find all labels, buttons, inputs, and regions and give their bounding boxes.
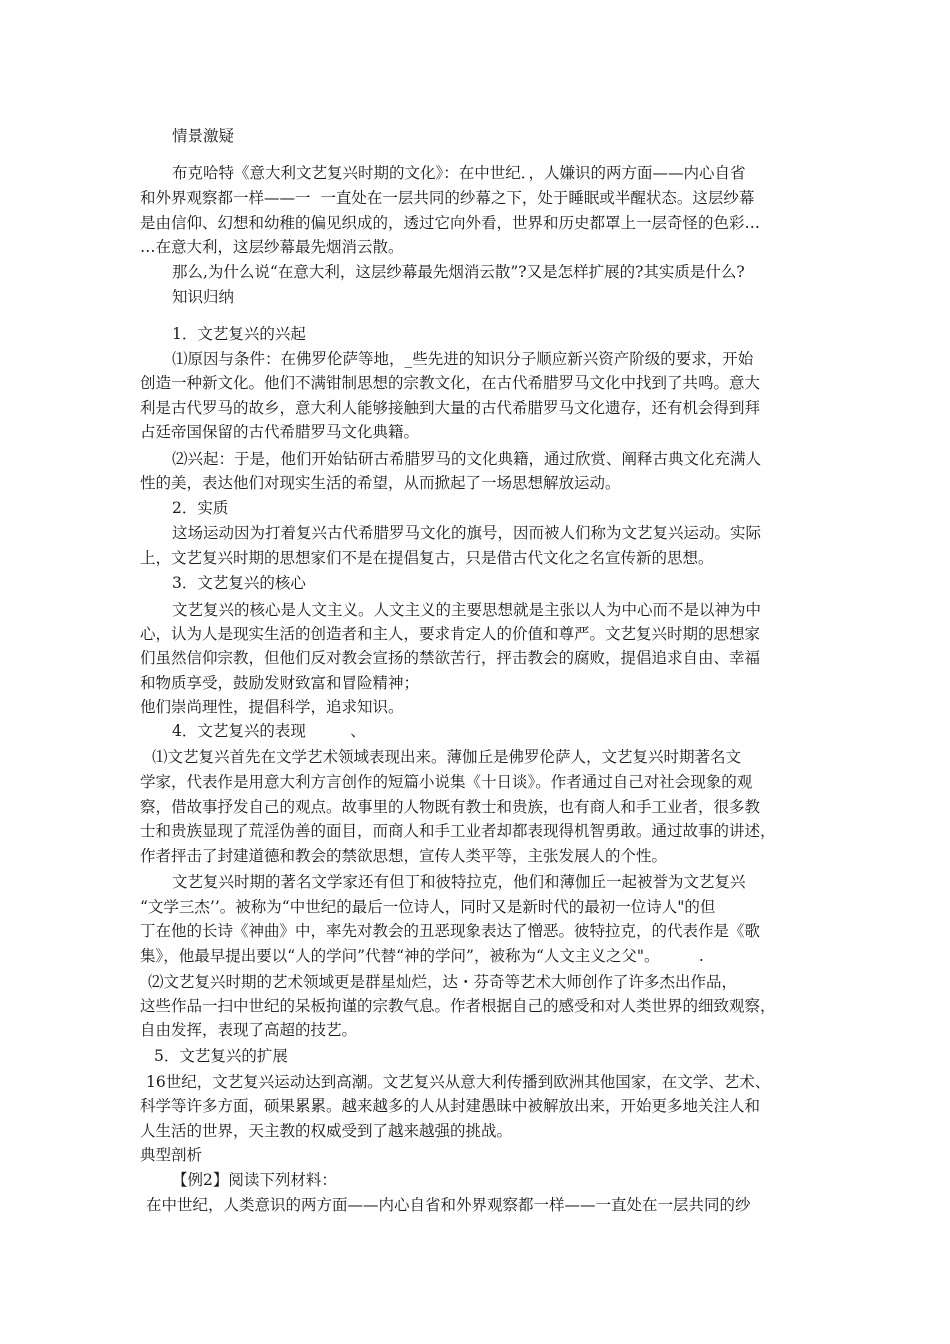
paragraph-line: ⑵文艺复兴时期的艺术领域更是群星灿烂，达・芬奇等艺术大师创作了许多杰出作品，	[148, 973, 738, 991]
paragraph-line: 察，借故事抒发自己的观点。故事里的人物既有教士和贵族，也有商人和手工业者，很多教	[140, 798, 761, 816]
paragraph-line: 人生活的世界，天主教的权威受到了越来越强的挑战。	[140, 1122, 513, 1140]
paragraph-line: 布克哈特《意大利文艺复兴时期的文化》：在中世纪．，人嫌识的两方面——内心自省	[172, 164, 746, 182]
subsection-heading: 2．实质	[172, 499, 229, 517]
section-heading-analysis: 典型剖析	[140, 1146, 203, 1164]
paragraph-line: 集》，他最早提出要以“人的学问”代替“神的学问”，被称为“人文主义之父"。 .	[140, 947, 704, 965]
paragraph-line: 利是古代罗马的故乡，意大利人能够接触到大量的古代希腊罗马文化遗存，还有机会得到拜	[140, 399, 761, 417]
paragraph-line: 文艺复兴的核心是人文主义。人文主义的主要思想就是主张以人为中心而不是以神为中	[172, 601, 762, 619]
paragraph-line: 和外界观察都一样——一 一直处在一层共同的纱幕之下，处于睡眠或半醒状态。这层纱幕	[140, 189, 755, 207]
paragraph-line: …在意大利，这层纱幕最先烟消云散。	[140, 238, 404, 256]
paragraph-line: ⑵兴起：于是，他们开始钻研古希腊罗马的文化典籍，通过欣赏、阐释古典文化充满人	[172, 450, 762, 468]
paragraph-line: 上，文艺复兴时期的思想家们不是在提倡复古，只是借古代文化之名宣传新的思想。	[140, 549, 714, 567]
paragraph-line: 在中世纪，人类意识的两方面——内心自省和外界观察都一样——一直处在一层共同的纱	[146, 1196, 751, 1214]
paragraph-line: 自由发挥，表现了高超的技艺。	[140, 1021, 358, 1039]
paragraph-line: 创造一种新文化。他们不满钳制思想的宗教文化，在古代希腊罗马文化中找到了共鸣。意大	[140, 374, 761, 392]
paragraph-line: 性的美，表达他们对现实生活的希望，从而掀起了一场思想解放运动。	[140, 474, 621, 492]
section-heading-knowledge: 知识归纳	[172, 288, 235, 306]
paragraph-line: ⑴原因与条件：在佛罗伦萨等地，_些先进的知识分子顺应新兴资产阶级的要求，开始	[172, 350, 754, 368]
paragraph-line: 那么,为什么说“在意大利，这层纱幕最先烟消云散”?又是怎样扩展的?其实质是什么?	[172, 263, 745, 281]
paragraph-line: 他们崇尚理性，提倡科学，追求知识。	[140, 698, 404, 716]
paragraph-line: 作者抨击了封建道德和教会的禁欲思想，宣传人类平等，主张发展人的个性。	[140, 847, 668, 865]
subsection-heading: 1．文艺复兴的兴起	[172, 325, 306, 343]
paragraph-line: 16世纪，文艺复兴运动达到高潮。文艺复兴从意大利传播到欧洲其他国家，在文学、艺术、	[146, 1073, 771, 1091]
paragraph-line: 科学等许多方面，硕果累累。越来越多的人从封建愚昧中被解放出来，开始更多地关注人和	[140, 1097, 761, 1115]
subsection-heading: 3．文艺复兴的核心	[172, 574, 306, 592]
section-heading-scenario: 情景激疑	[172, 127, 235, 145]
subsection-heading: 5．文艺复兴的扩展	[154, 1047, 288, 1065]
paragraph-line: 心，认为人是现实生活的创造者和主人，要求肯定人的价值和尊严。文艺复兴时期的思想家	[140, 625, 761, 643]
paragraph-line: 占廷帝国保留的古代希腊罗马文化典籍。	[140, 423, 420, 441]
paragraph-line: 士和贵族显现了荒淫伪善的面目，而商人和手工业者却都表现得机智勇敢。通过故事的讲述，	[140, 822, 776, 840]
paragraph-line: 这些作品一扫中世纪的呆板拘谨的宗教气息。作者根据自己的感受和对人类世界的细致观察，	[140, 997, 776, 1015]
paragraph-line: 和物质享受，鼓励发财致富和冒险精神；	[140, 674, 420, 692]
paragraph-line: 这场运动因为打着复兴古代希腊罗马文化的旗号，因而被人们称为文艺复兴运动。实际	[172, 524, 762, 542]
paragraph-line: 是由信仰、幻想和幼稚的偏见织成的，透过它向外看，世界和历史都罩上一层奇怪的色彩…	[140, 214, 761, 232]
subsection-heading: 4．文艺复兴的表现 、	[172, 722, 366, 740]
paragraph-line: 学家，代表作是用意大利方言创作的短篇小说集《十日谈》。作者通过自己对社会现象的观	[140, 773, 753, 791]
paragraph-line: 文艺复兴时期的著名文学家还有但丁和彼特拉克，他们和薄伽丘一起被誉为文艺复兴	[172, 873, 746, 891]
paragraph-line: 丁在他的长诗《神曲》中，率先对教会的丑恶现象表达了憎恶。彼特拉克，的代表作是《歌	[140, 922, 761, 940]
paragraph-line: ⑴文艺复兴首先在文学艺术领域表现出来。薄伽丘是佛罗伦萨人，文艺复兴时期著名文	[152, 748, 742, 766]
paragraph-line: “文学三杰’’。被称为“中世纪的最后一位诗人，同时又是新时代的最初一位诗人"的但	[140, 898, 716, 916]
example-heading: 【例2】阅读下列材料：	[172, 1171, 337, 1189]
paragraph-line: 们虽然信仰宗教，但他们反对教会宣扬的禁欲苦行，抨击教会的腐败，提倡追求自由、幸福	[140, 649, 761, 667]
